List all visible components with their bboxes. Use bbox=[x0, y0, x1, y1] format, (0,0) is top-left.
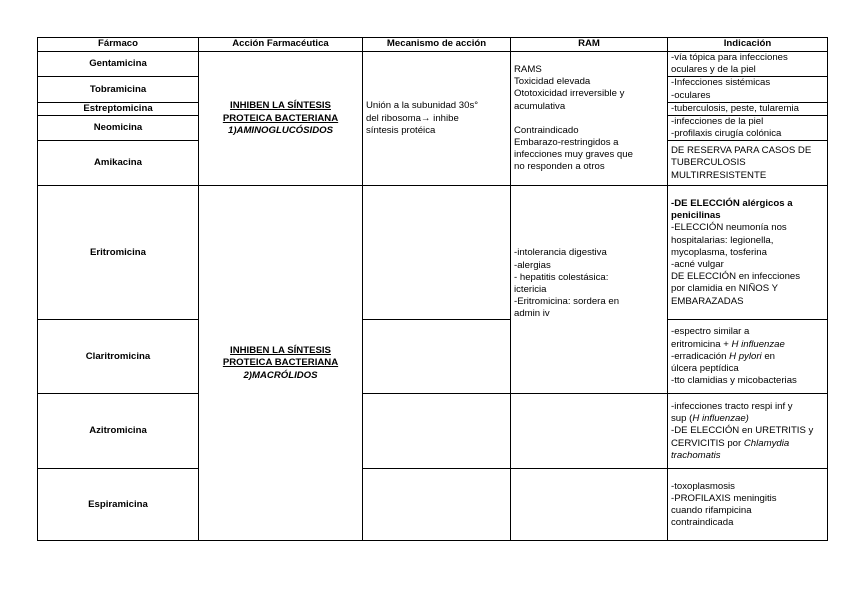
ram-text: Embarazo-restringidos a bbox=[514, 136, 619, 148]
indication-azitromicina bbox=[668, 394, 828, 469]
indication-text: -profilaxis cirugía colónica bbox=[671, 128, 782, 140]
indication-text: -vía tópica para infecciones bbox=[671, 52, 788, 63]
indication-text: -erradicación bbox=[671, 350, 730, 362]
ram-text: ictericia bbox=[514, 284, 547, 296]
header-row bbox=[38, 38, 828, 52]
indication-text: eritromicina + bbox=[671, 338, 732, 350]
ram-text: - hepatitis colestásica: bbox=[514, 271, 609, 283]
table-row bbox=[38, 186, 828, 320]
mechanism-claritromicina bbox=[363, 320, 511, 394]
indication-text: -infecciones tracto respi inf y bbox=[671, 400, 793, 412]
indication-text: hospitalarias: legionella, bbox=[671, 234, 774, 246]
header-accion: Acción Farmacéutica bbox=[199, 38, 363, 52]
action-macrolidos bbox=[199, 186, 363, 541]
indication-text: penicilinas bbox=[671, 210, 721, 222]
ram-azitromicina bbox=[511, 394, 668, 469]
drug-neomicina: Neomicina bbox=[38, 116, 199, 141]
indication-text: -oculares bbox=[671, 89, 711, 101]
indication-neomicina bbox=[668, 116, 828, 141]
indication-organism: H influenzae bbox=[731, 338, 785, 350]
ram-text: RAMS bbox=[514, 63, 542, 75]
indication-text: úlcera peptídica bbox=[671, 363, 739, 375]
indication-text: oculares y de la piel bbox=[671, 64, 756, 76]
drug-gentamicina: Gentamicina bbox=[38, 52, 199, 77]
indication-tobramicina bbox=[668, 77, 828, 102]
action-class: 2)MACRÓLIDOS bbox=[243, 369, 318, 381]
mechanism-text: del ribosoma→ inhibe bbox=[366, 112, 459, 124]
indication-text: -infecciones de la piel bbox=[671, 116, 764, 128]
table-row bbox=[38, 469, 828, 541]
table-row bbox=[38, 52, 828, 77]
drug-claritromicina: Claritromicina bbox=[38, 320, 199, 394]
indication-text: -Infecciones sistémicas bbox=[671, 77, 771, 89]
mechanism-text: Unión a la subunidad 30s° bbox=[366, 100, 479, 112]
mechanism-eritromicina bbox=[363, 186, 511, 320]
drug-amikacina: Amikacina bbox=[38, 141, 199, 186]
mechanism-text: síntesis protéica bbox=[366, 124, 436, 136]
indication-claritromicina bbox=[668, 320, 828, 394]
ram-aminoglucosidos bbox=[511, 52, 668, 186]
drug-eritromicina: Eritromicina bbox=[38, 186, 199, 320]
table-row bbox=[38, 394, 828, 469]
action-class: 1)AMINOGLUCÓSIDOS bbox=[227, 124, 333, 136]
action-text: INHIBEN LA SÍNTESIS bbox=[230, 345, 331, 357]
ram-macrolidos bbox=[511, 186, 668, 394]
indication-text: en bbox=[761, 350, 775, 362]
indication-text: CERVICITIS por bbox=[671, 437, 744, 449]
indication-text: -toxoplasmosis bbox=[671, 480, 735, 492]
ram-text: Toxicidad elevada bbox=[514, 76, 591, 88]
indication-organism: H pylori bbox=[729, 350, 762, 362]
indication-text: -acné vulgar bbox=[671, 259, 724, 271]
indication-text: -DE ELECCIÓN en URETRITIS y bbox=[671, 425, 814, 437]
action-text: INHIBEN LA SÍNTESIS bbox=[230, 100, 331, 112]
ram-espiramicina bbox=[511, 469, 668, 541]
indication-organism: trachomatis bbox=[671, 449, 721, 461]
indication-text: MULTIRRESISTENTE bbox=[671, 169, 767, 181]
indication-text: -espectro similar a bbox=[671, 326, 750, 338]
indication-text: contraindicada bbox=[671, 517, 734, 529]
indication-text: -tto clamidias y micobacterias bbox=[671, 375, 797, 387]
mechanism-aminoglucosidos bbox=[363, 52, 511, 186]
indication-organism: H influenzae) bbox=[692, 413, 749, 425]
indication-text: sup ( bbox=[671, 413, 693, 425]
action-text: PROTEICA BACTERIANA bbox=[222, 112, 339, 124]
drug-azitromicina: Azitromicina bbox=[38, 394, 199, 469]
pharmacology-table bbox=[37, 37, 828, 541]
header-mecanismo: Mecanismo de acción bbox=[363, 38, 511, 52]
indication-text: EMBARAZADAS bbox=[671, 295, 744, 307]
ram-text: admin iv bbox=[514, 308, 550, 320]
header-indicacion: Indicación bbox=[668, 38, 828, 52]
ram-text: infecciones muy graves que bbox=[514, 149, 633, 161]
indication-text: mycoplasma, tosferina bbox=[671, 246, 767, 258]
indication-text: -ELECCIÓN neumonía nos bbox=[671, 222, 787, 234]
ram-text: Contraindicado bbox=[514, 124, 579, 136]
mechanism-azitromicina bbox=[363, 394, 511, 469]
ram-text: no responden a otros bbox=[514, 161, 605, 173]
indication-text: -DE ELECCIÓN alérgicos a bbox=[671, 198, 793, 209]
ram-text: -Eritromicina: sordera en bbox=[514, 296, 620, 308]
mechanism-espiramicina bbox=[363, 469, 511, 541]
ram-text: -intolerancia digestiva bbox=[514, 247, 607, 259]
indication-gentamicina bbox=[668, 52, 828, 77]
indication-espiramicina bbox=[668, 469, 828, 541]
indication-eritromicina bbox=[668, 186, 828, 320]
indication-text: DE RESERVA PARA CASOS DE bbox=[671, 145, 812, 157]
indication-text: -PROFILAXIS meningitis bbox=[671, 492, 777, 504]
ram-text: -alergias bbox=[514, 259, 551, 271]
indication-text: cuando rifampicina bbox=[671, 504, 752, 516]
indication-estreptomicina bbox=[668, 102, 828, 115]
ram-text: Ototoxicidad irreversible y bbox=[514, 88, 625, 100]
header-farmaco: Fármaco bbox=[38, 38, 199, 52]
indication-organism: Chlamydia bbox=[743, 437, 790, 449]
drug-tobramicina: Tobramicina bbox=[38, 77, 199, 102]
header-ram: RAM bbox=[511, 38, 668, 52]
table-row bbox=[38, 320, 828, 394]
drug-espiramicina: Espiramicina bbox=[38, 469, 199, 541]
indication-text: -tuberculosis, peste, tularemia bbox=[671, 102, 799, 114]
indication-text: TUBERCULOSIS bbox=[671, 157, 746, 169]
indication-text: por clamidia en NIÑOS Y bbox=[671, 283, 778, 295]
drug-estreptomicina: Estreptomicina bbox=[38, 102, 199, 115]
indication-amikacina bbox=[668, 141, 828, 186]
indication-text: DE ELECCIÓN en infecciones bbox=[671, 271, 801, 283]
ram-text: acumulativa bbox=[514, 100, 566, 112]
action-text: PROTEICA BACTERIANA bbox=[222, 357, 339, 369]
action-aminoglucosidos bbox=[199, 52, 363, 186]
